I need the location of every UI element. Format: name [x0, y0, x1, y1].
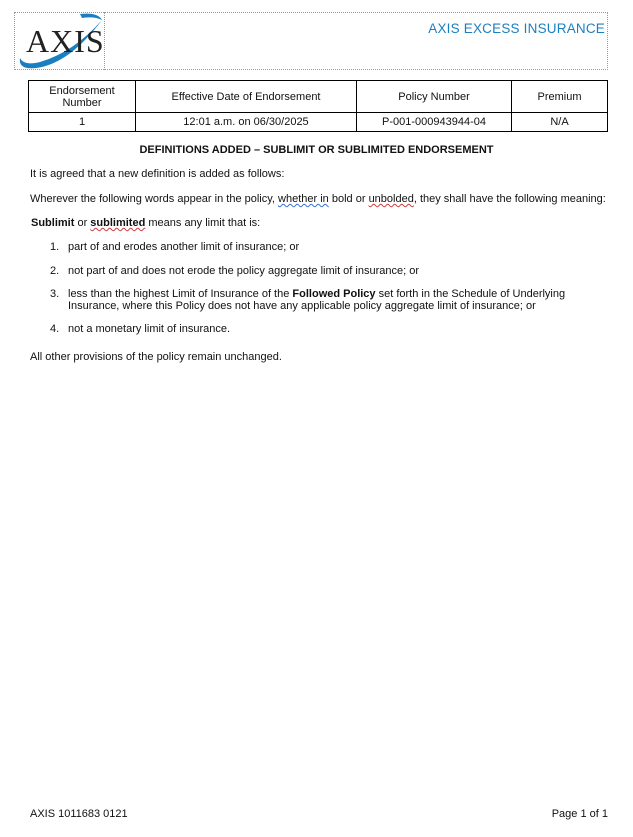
page-number: Page 1 of 1	[551, 808, 608, 820]
def-rest: means any limit that is:	[145, 217, 261, 229]
list-item-text: not part of and does not erode the policy aggregate limit of insurance; or	[68, 265, 419, 277]
axis-logo	[14, 12, 104, 70]
followed-policy-term: Followed Policy	[292, 288, 376, 300]
list-item	[30, 265, 610, 277]
definition-list	[30, 241, 610, 335]
table-header-row	[29, 81, 608, 113]
svg-text:AXIS: AXIS	[26, 23, 104, 59]
meaning-unbolded: unbolded	[368, 193, 414, 205]
list-item-text: part of and erodes another limit of insurance; or	[68, 241, 300, 253]
cell-premium: N/A	[512, 113, 608, 132]
endorsement-info-table	[28, 80, 608, 132]
header-effective-date: Effective Date of Endorsement	[136, 81, 357, 113]
def-or: or	[74, 217, 91, 229]
cell-endorsement-number: 1	[29, 113, 136, 132]
list-item	[30, 241, 610, 253]
closing-paragraph: All other provisions of the policy remain unchanged.	[30, 351, 282, 363]
meaning-pre: Wherever the following words appear in the policy,	[30, 193, 279, 205]
form-number: AXIS 1011683 0121	[30, 808, 128, 820]
list-item-number: 4.	[50, 323, 60, 335]
logo-separator	[104, 12, 105, 70]
header-policy-number: Policy Number	[357, 81, 512, 113]
meaning-paragraph	[30, 193, 615, 205]
list-item-number: 1.	[50, 241, 60, 253]
list-item-text-pre: less than the highest Limit of Insurance of the	[68, 288, 293, 300]
cell-effective-date: 12:01 a.m. on 06/30/2025	[136, 113, 357, 132]
list-item-text-post: set forth in the Schedule of Underlying Insurance, where this Policy does not have any applicable policy aggregate limit of insurance; or	[68, 288, 566, 312]
meaning-mid: bold or	[328, 193, 369, 205]
list-item	[30, 288, 610, 312]
def-term-sublimit: Sublimit	[31, 217, 75, 229]
definition-paragraph	[31, 217, 616, 229]
intro-paragraph: It is agreed that a new definition is added as follows:	[30, 168, 285, 180]
header-premium: Premium	[512, 81, 608, 113]
cell-policy-number: P-001-000943944-04	[357, 113, 512, 132]
meaning-post: , they shall have the following meaning:	[413, 193, 606, 205]
def-term-sublimited: sublimited	[90, 217, 146, 229]
list-item-text: not a monetary limit of insurance.	[68, 323, 231, 335]
table-row	[29, 113, 608, 132]
list-item-number: 2.	[50, 265, 60, 277]
endorsement-title: DEFINITIONS ADDED – SUBLIMIT OR SUBLIMITED ENDORSEMENT	[139, 144, 494, 156]
list-item	[30, 323, 610, 335]
meaning-whether: whether in	[278, 193, 329, 205]
company-name: AXIS EXCESS INSURANCE	[428, 21, 605, 36]
header-endorsement-number: Endorsement Number	[29, 81, 136, 113]
list-item-number: 3.	[50, 288, 60, 300]
